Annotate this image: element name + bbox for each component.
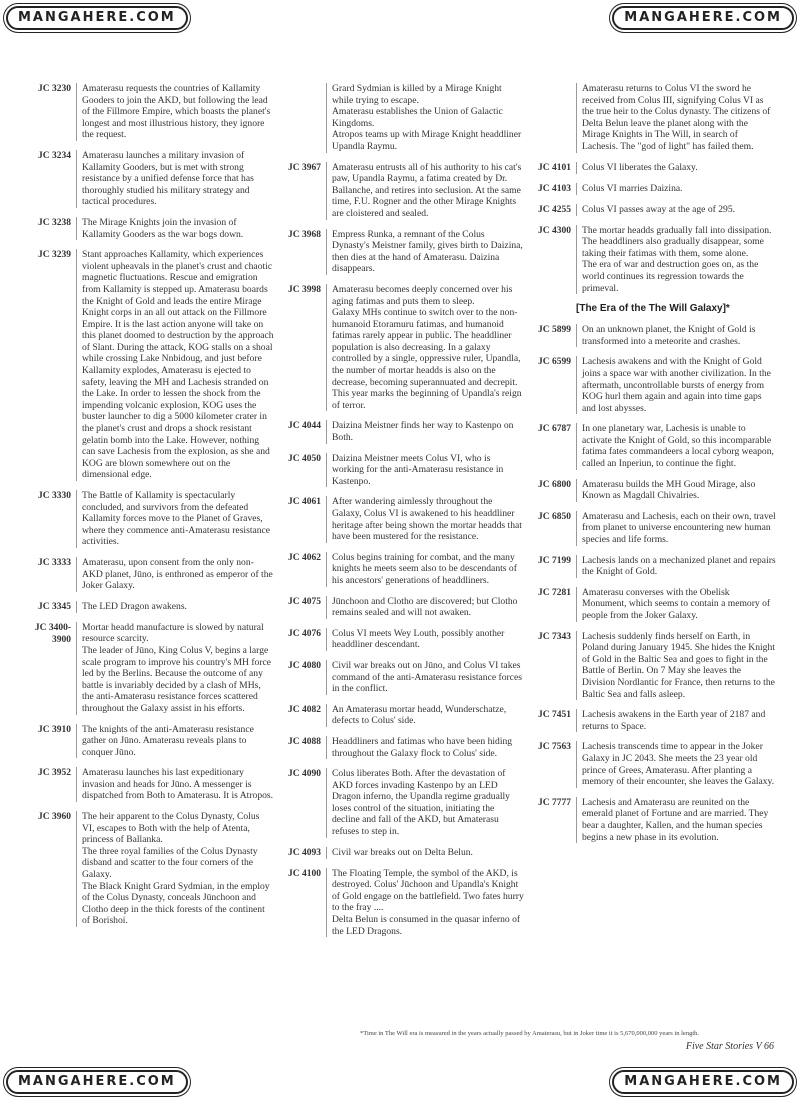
entry-date: JC 3967 [288, 162, 321, 173]
entry-text [76, 217, 274, 240]
timeline-entry [28, 622, 274, 715]
entry-text [326, 847, 524, 859]
timeline-entry [532, 797, 776, 843]
entry-paragraph: The three royal families of the Colus Dynasty disband and scatter to the four corners of the Galaxy. [82, 845, 258, 881]
entry-text [576, 162, 776, 174]
entry-paragraph: Empress Runka, a remnant of the Colus Dynasty's Meistner family, gives birth to Daizina, then dies at the hand of Amaterasu. Daizina disappears. [332, 228, 523, 275]
entry-paragraph: After wandering aimlessly throughout the Galaxy, Colus VI is awakened to his headdliner heritage after being shown the mortar headds that have been mustered for the resistance. [332, 496, 522, 543]
entry-text [576, 479, 776, 502]
entry-paragraph: Amaterasu entrusts all of his authority to his cat's paw, Upandla Raymu, a fatima created by Dr. Ballanche, and retires into seclusion. At the same time, F.U. Rogner and the other Mirage Knights are cloistered and sealed. [332, 161, 522, 219]
entry-text [76, 490, 274, 548]
entry-paragraph: Lachesis awakens in the Earth year of 2187 and returns to Space. [582, 709, 766, 732]
entry-text [326, 660, 524, 695]
entry-date: JC 3968 [288, 229, 321, 240]
entry-text [326, 420, 524, 443]
entry-paragraph: Colus VI passes away at the age of 295. [582, 203, 736, 215]
entry-date: JC 3234 [38, 150, 71, 161]
entry-date: JC 7199 [538, 555, 571, 566]
entry-paragraph: Stant approaches Kallamity, which experiences violent upheavals in the planet's crust and chaotic magnetic fluctuations. Rescue and emigration from Kallamity is stepped up. Amaterasu boards the Knight of Gold and leads the entire Mirage Knight corps in an all out attack on the Fillmore Empire. It is the last action anyone will take on this planet doomed to destruction by the approach of Slant. During the attack, KOG stalls on a shoal while crossing Lake Nnbidoug, and just before Kallamity explodes, Amaterasu is ejected to safety, leaving the MH and Lachesis stranded on the Lake. In order to lessen the shock from the impending volcanic explosion, KOG uses the buster launcher to dig a 5000 kilometer crater in the planet's crust and drops a shock resistant gelatin bomb into the Lake. However, nothing can save Lachesis from the explosion, as she and KOG are blown somewhere out on the dimensional edge. [82, 249, 274, 481]
entry-paragraph: Mortar headd manufacture is slowed by natural resource scarcity. [82, 621, 264, 645]
timeline-entry [532, 587, 776, 622]
entry-text [76, 622, 274, 715]
timeline-entry [532, 83, 776, 153]
entry-paragraph: Grard Sydmian is killed by a Mirage Knight while trying to escape. [332, 83, 502, 106]
entry-text [576, 631, 776, 701]
entry-date: JC 4050 [288, 453, 321, 464]
timeline-entry [28, 150, 274, 208]
timeline-entry [28, 724, 274, 759]
timeline-entry [282, 704, 524, 727]
entry-date: JC 3333 [38, 557, 71, 568]
timeline-entry [28, 601, 274, 613]
entry-paragraph: Lachesis and Amaterasu are reunited on the emerald planet of Fortune and are married. They bear a daughter, Kallen, and the human species begins a new phase in its evolution. [582, 796, 769, 843]
entry-paragraph: The knights of the anti-Amaterasu resistance gather on Jūno. Amaterasu reveals plans to conquer Jūno. [82, 723, 254, 758]
entry-date: JC 6599 [538, 357, 571, 368]
entry-paragraph: Colus VI meets Wey Louth, possibly another headdliner descendant. [332, 627, 505, 651]
entry-text [576, 183, 776, 195]
entry-text [576, 709, 776, 732]
timeline-entry [28, 217, 274, 240]
entry-date [282, 83, 326, 153]
entry-text [76, 601, 274, 613]
entry-text [326, 229, 524, 275]
entry-date: JC 4103 [538, 183, 571, 194]
entry-text [326, 628, 524, 651]
entry-text [326, 453, 524, 488]
entry-date: JC 7281 [538, 587, 571, 598]
entry-paragraph: Amaterasu, upon consent from the only non-AKD planet, Jūno, is enthroned as emperor of the Joker Galaxy. [82, 556, 273, 592]
entry-date: JC 3400-3900 [34, 622, 71, 645]
entry-date: JC 4090 [288, 769, 321, 780]
entry-text [576, 324, 776, 347]
entry-paragraph: Amaterasu returns to Colus VI the sword he received from Colus III, signifying Colus VI as the true heir to the Colus dynasty. The citizens of Delta Belun leave the planet along with the Mirage Knights in The Will, in search of Lachesis. The "god of light" has failed them. [582, 83, 771, 152]
entry-text [76, 811, 274, 927]
entry-date: JC 5899 [538, 325, 571, 336]
entry-text [326, 552, 524, 587]
entry-date: JC 3345 [38, 601, 71, 612]
entry-paragraph: Amaterasu becomes deeply concerned over his aging fatimas and puts them to sleep. [332, 283, 513, 307]
timeline-entry [282, 868, 524, 938]
timeline-entry [532, 356, 776, 414]
entry-text [76, 557, 274, 592]
entry-text [326, 704, 524, 727]
entry-date: JC 6850 [538, 511, 571, 522]
timeline-entry [532, 709, 776, 732]
timeline-entry [282, 420, 524, 443]
timeline-entry [282, 496, 524, 542]
entry-text [326, 868, 524, 938]
timeline-entry [282, 453, 524, 488]
timeline-entry [532, 479, 776, 502]
entry-date: JC 3960 [38, 812, 71, 823]
entry-paragraph: Lachesis awakens and with the Knight of Gold joins a space war with another civilization. In the aftermath, uncontrollable bursts of energy from KOG hurl them again and again into time gaps and lost abysses. [582, 356, 771, 414]
entry-text [576, 204, 776, 216]
entry-paragraph: The Battle of Kallamity is spectacularly concluded, and survivors from the defeated Kallamity forces move to the Planet of Graves, where they commence anti-Amaterasu resistance activities. [82, 490, 271, 548]
entry-paragraph: The Black Knight Grard Sydmian, in the employ of the Colus Dynasty, conceals Jūnchoon and Clotho deep in the thick forests of the continent of Borishoi. [82, 880, 270, 927]
entry-paragraph: Lachesis transcends time to appear in the Joker Galaxy in JC 2043. She meets the 23 year old prince of Grees, Amaterasu. After planting a memory of their encounter, she leaves the Galaxy. [582, 741, 775, 788]
entry-text [576, 587, 776, 622]
watermark-bottom-left: MANGAHERE.COM [6, 1070, 188, 1094]
entry-paragraph: Amaterasu and Lachesis, each on their own, travel from planet to universe encountering new human species and life forms. [582, 510, 776, 546]
entry-date: JC 4255 [538, 204, 571, 215]
entry-paragraph: The era of war and destruction goes on, as the world continues its regression towards the primeval. [582, 259, 759, 294]
entry-paragraph: Daizina Meistner finds her way to Kastenpo on Both. [332, 420, 514, 444]
entry-date: JC 3230 [38, 84, 71, 94]
timeline-entry [532, 324, 776, 347]
timeline-entry [532, 183, 776, 195]
entry-date: JC 4062 [288, 552, 321, 563]
timeline-entry [532, 162, 776, 174]
timeline-entry [28, 767, 274, 802]
timeline-entry [28, 557, 274, 592]
entry-date: JC 4100 [288, 868, 321, 879]
entry-text [576, 741, 776, 787]
entry-paragraph: The mortar headds gradually fall into dissipation. The headdliners also gradually disappear, some taking their fatimas with them, some alone. [582, 224, 772, 259]
entry-text [326, 83, 524, 153]
entry-paragraph: Headdliners and fatimas who have been hiding throughout the Galaxy flock to Colus' side. [332, 735, 513, 759]
entry-text [576, 423, 776, 469]
entry-text [576, 797, 776, 843]
entry-text [76, 724, 274, 759]
entry-paragraph: Colus liberates Both. After the devastation of AKD forces invading Kastenpo by an LED Dragon inferno, the Upandla regime gradually loses control of the situation, initiating the decline and fall of the AKD, but Amaterasu refuses to step in. [332, 768, 510, 838]
entry-text [76, 150, 274, 208]
entry-date: JC 3330 [38, 491, 71, 501]
entry-paragraph: The Mirage Knights join the invasion of Kallamity Gooders as the war bogs down. [82, 216, 244, 240]
entry-paragraph: Civil war breaks out on Delta Belun. [332, 846, 473, 858]
timeline-entry [28, 811, 274, 927]
timeline-entry [282, 162, 524, 220]
entry-date: JC 4044 [288, 421, 321, 432]
timeline-entry [282, 736, 524, 759]
footnote: *Time in The Will era is measured in the years actually passed by Amaterasu, but in Joker time it is 5,670,000,000 years in length. [360, 1030, 699, 1037]
timeline-entry [532, 204, 776, 216]
entry-paragraph: Lachesis suddenly finds herself on Earth, in Poland during January 1945. She hides the Knight of Gold in the Baltic Sea and goes to fight in the Battle of Berlin. On 7 May she leaves the Division Nordlantic for France, then returns to the Baltic Sea and falls asleep. [582, 630, 775, 700]
entry-text [576, 356, 776, 414]
entry-paragraph: Daizina Meistner meets Colus VI, who is working for the anti-Amaterasu resistance in Kastenpo. [332, 452, 504, 487]
entry-date: JC 4088 [288, 736, 321, 747]
entry-text [326, 596, 524, 619]
entry-date: JC 3910 [38, 724, 71, 735]
watermark-top-left: MANGAHERE.COM [6, 6, 188, 30]
entry-text [76, 83, 274, 141]
entry-paragraph: Delta Belun is consumed in the quasar inferno of the LED Dragons. [332, 914, 521, 937]
timeline-entry [282, 847, 524, 859]
entry-date: JC 4075 [288, 596, 321, 607]
entry-date: JC 4101 [538, 162, 571, 173]
entry-date: JC 3952 [38, 768, 71, 779]
entry-paragraph: Amaterasu converses with the Obelisk Monument, which seems to contain a memory of people from the Joker Galaxy. [582, 586, 771, 621]
entry-paragraph: Colus VI liberates the Galaxy. [582, 161, 698, 173]
entry-text [576, 83, 776, 153]
entry-text [76, 249, 274, 481]
entry-date: JC 7343 [538, 631, 571, 642]
entry-paragraph: Galaxy MHs continue to switch over to the non-humanoid Etoramuru fatimas, and humanoid fatimas rarely appear in public. The headdliner population is also decreasing. In a galaxy controlled by a single, oppressive ruler, Upandla, the number of mortar headds is also on the decrease, becoming superannuated and decrepit. [332, 307, 521, 388]
timeline-entry [282, 660, 524, 695]
timeline-entry [282, 552, 524, 587]
entry-paragraph: Amaterasu launches his last expeditionary invasion and heads for Jūno. A messenger is dispatched from Both to Amaterasu. It is Atropos. [82, 767, 274, 802]
entry-paragraph: Colus VI marries Daizina. [582, 182, 683, 194]
entry-date: JC 4300 [538, 225, 571, 236]
entry-text [576, 225, 776, 295]
timeline-entry [28, 490, 274, 548]
timeline-entry [282, 284, 524, 412]
entry-paragraph: The Floating Temple, the symbol of the AKD, is destroyed. Colus' Jūchoon and Upandla's Knight of Gold engage on the battlefield. Two fates hurry to the fray .... [332, 867, 524, 914]
timeline-entry [28, 249, 274, 481]
entry-date: JC 6800 [538, 479, 571, 490]
entry-date [532, 83, 576, 153]
entry-text [576, 511, 776, 546]
entry-paragraph: The leader of Jūno, King Colus V, begins a large scale program to improve his country's MH force led by the Berlins. Because the outcome of any battle is invariably decided by a clash of MHs, the anti-Amaterasu resistance forces scattered throughout the Galaxy assist in his efforts. [82, 644, 272, 714]
timeline-column-3 [532, 83, 776, 852]
entry-paragraph: Jūnchoon and Clotho are discovered; but Clotho remains sealed and will not awaken. [332, 595, 518, 619]
timeline-entry [532, 423, 776, 469]
entry-paragraph: Atropos teams up with Mirage Knight headdliner Upandla Raymu. [332, 129, 522, 152]
watermark-top-right: MANGAHERE.COM [612, 6, 794, 30]
timeline-entry [532, 511, 776, 546]
timeline-column-1 [28, 83, 274, 936]
entry-text [326, 496, 524, 542]
entry-date: JC 4082 [288, 704, 321, 715]
entry-date: JC 3238 [38, 217, 71, 228]
entry-date: JC 4080 [288, 660, 321, 671]
watermark-bottom-right: MANGAHERE.COM [612, 1070, 794, 1094]
entry-paragraph: Amaterasu builds the MH Goud Mirage, also Known as Magdall Chivalries. [582, 478, 756, 502]
entry-date: JC 4093 [288, 847, 321, 858]
entry-paragraph: In one planetary war, Lachesis is unable to activate the Knight of Gold, so this incomparable fatima fates commandeers a local cyborg weapon, called an Inperiun, to continue the fight. [582, 423, 774, 470]
timeline-entry [532, 741, 776, 787]
entry-paragraph: Colus begins training for combat, and the many knights he meets seem also to be descendants of his ancestors' generations of headdliners. [332, 551, 517, 586]
timeline-entry [28, 83, 274, 141]
entry-date: JC 4076 [288, 628, 321, 639]
entry-paragraph: Amaterasu establishes the Union of Galactic Kingdoms. [332, 106, 503, 129]
entry-paragraph: This year marks the beginning of Upandla's reign of terror. [332, 388, 522, 411]
entry-date: JC 6787 [538, 424, 571, 435]
era-heading: [The Era of the The Will Galaxy]* [576, 303, 730, 315]
entry-paragraph: Lachesis lands on a mechanized planet and repairs the Knight of Gold. [582, 554, 776, 578]
entry-paragraph: Amaterasu requests the countries of Kallamity Gooders to join the AKD, but following the lead of the Fillmore Empire, which boasts the planet's longest and most illustrious history, they ignore the request. [82, 83, 271, 141]
entry-date: JC 7563 [538, 742, 571, 753]
timeline-entry [282, 229, 524, 275]
entry-date: JC 3239 [38, 250, 71, 261]
timeline-column-2 [282, 83, 524, 946]
entry-text [76, 767, 274, 802]
entry-text [326, 768, 524, 838]
entry-paragraph: An Amaterasu mortar headd, Wunderschatze, defects to Colus' side. [332, 703, 507, 727]
entry-paragraph: On an unknown planet, the Knight of Gold is transformed into a meteorite and crashes. [582, 324, 756, 347]
entry-text [576, 555, 776, 578]
entry-date: JC 3998 [288, 284, 321, 295]
timeline-entry [282, 83, 524, 153]
timeline-entry [532, 225, 776, 295]
entry-text [326, 162, 524, 220]
entry-date: JC 7777 [538, 797, 571, 808]
entry-text [326, 284, 524, 412]
entry-date: JC 7451 [538, 710, 571, 721]
entry-paragraph: Amaterasu launches a military invasion of Kallamity Gooders, but is met with strong resistance by a unified defense force that has thoroughly studied his military strategy and tactical procedures. [82, 149, 254, 208]
entry-date: JC 4061 [288, 497, 321, 508]
page-folio: Five Star Stories V 66 [685, 1041, 774, 1052]
entry-text [326, 736, 524, 759]
timeline-entry [282, 628, 524, 651]
timeline-entry [282, 596, 524, 619]
timeline-entry [532, 631, 776, 701]
entry-paragraph: The LED Dragon awakens. [82, 600, 187, 612]
entry-paragraph: Civil war breaks out on Jūno, and Colus VI takes command of the anti-Amaterasu resistance forces in the conflict. [332, 659, 522, 695]
entry-paragraph: The heir apparent to the Colus Dynasty, Colus VI, escapes to Both with the help of Atenta, princess of Ballanka. [82, 811, 260, 846]
timeline-entry [282, 768, 524, 838]
timeline-entry [532, 555, 776, 578]
